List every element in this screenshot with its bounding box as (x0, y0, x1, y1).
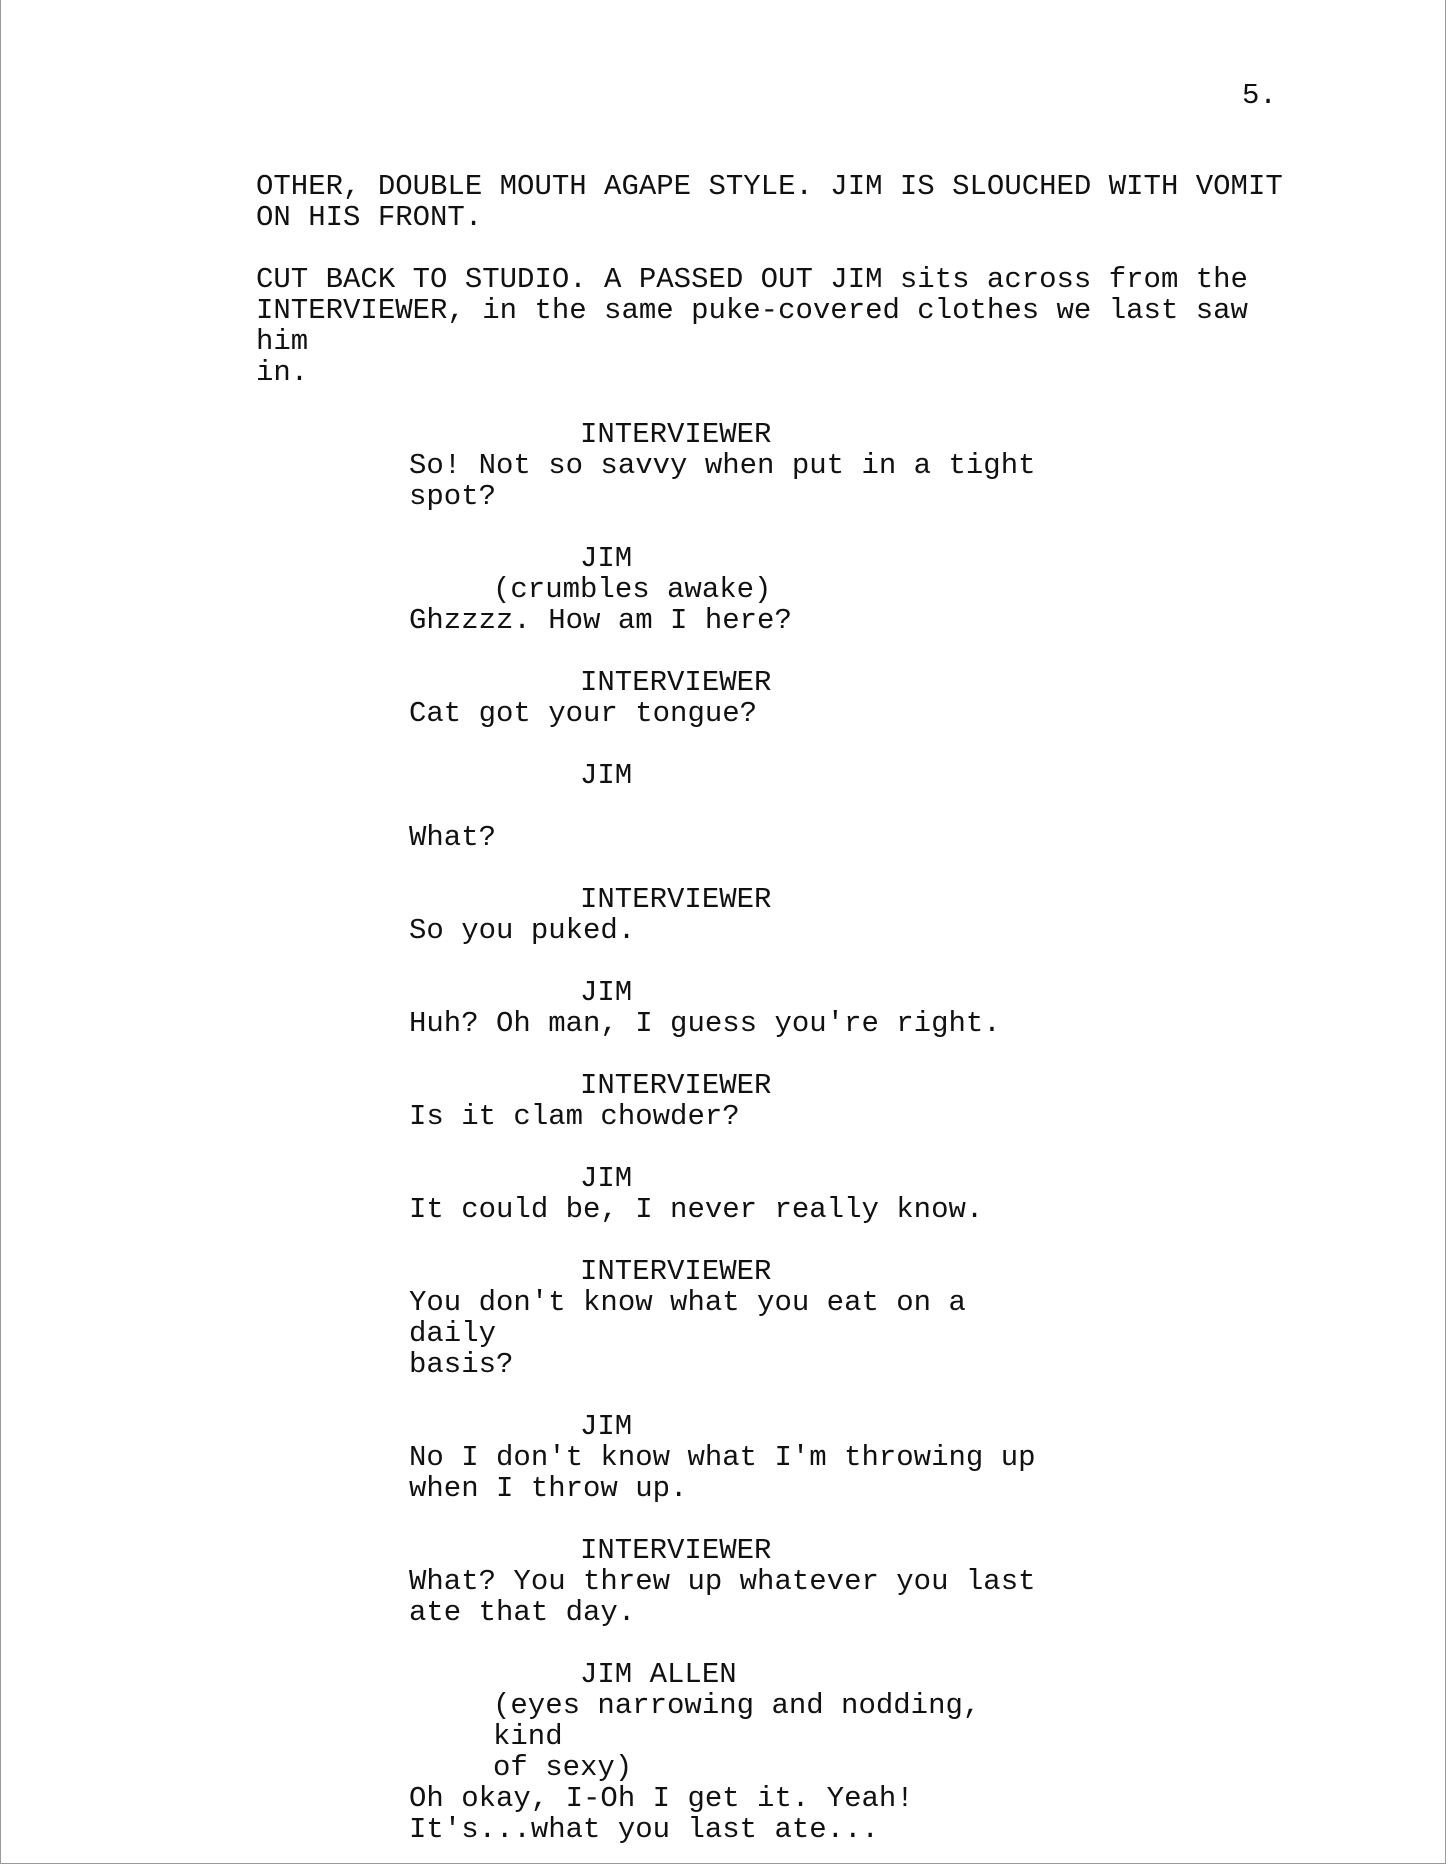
dialogue-block (256, 1070, 1316, 1132)
parenthetical: (crumbles awake) (493, 573, 772, 606)
dialogue-text: Oh okay, I-Oh I get it. Yeah! It's...what you last ate... (409, 1782, 914, 1846)
dialogue-block (256, 543, 1316, 636)
character-name: INTERVIEWER (580, 666, 772, 699)
page-number: 5. (1242, 79, 1277, 112)
dialogue-block (256, 1535, 1316, 1628)
action-line: CUT BACK TO STUDIO. A PASSED OUT JIM sits across from the INTERVIEWER, in the same puke-covered clothes we last saw him in. (256, 263, 1248, 389)
dialogue-text: You don't know what you eat on a daily basis? (409, 1286, 966, 1381)
dialogue-block (256, 977, 1316, 1039)
character-name: JIM (580, 1410, 633, 1443)
dialogue-block (256, 667, 1316, 729)
dialogue-text: Huh? Oh man, I guess you're right. (409, 1007, 1001, 1040)
character-name: JIM (580, 1162, 633, 1195)
dialogue-text: Ghzzzz. How am I here? (409, 604, 792, 637)
dialogue-block (256, 1163, 1316, 1225)
dialogue-text: So you puked. (409, 914, 636, 947)
character-name: INTERVIEWER (580, 1069, 772, 1102)
dialogue-text: What? (409, 821, 497, 854)
dialogue-block (256, 1256, 1316, 1380)
dialogue-block (256, 1659, 1316, 1845)
character-name: JIM (580, 976, 633, 1009)
dialogue-block (256, 760, 1316, 853)
character-name: INTERVIEWER (580, 418, 772, 451)
dialogue-block (256, 419, 1316, 512)
character-name: JIM ALLEN (580, 1658, 737, 1691)
dialogue-text: What? You threw up whatever you last ate that day. (409, 1565, 1036, 1629)
dialogue-text: It could be, I never really know. (409, 1193, 984, 1226)
script-page (256, 171, 1316, 1876)
character-name: INTERVIEWER (580, 1255, 772, 1288)
dialogue-block (256, 1411, 1316, 1504)
character-name: JIM (580, 542, 633, 575)
character-name: INTERVIEWER (580, 883, 772, 916)
dialogue-text: No I don't know what I'm throwing up when I throw up. (409, 1441, 1036, 1505)
dialogue-block (256, 884, 1316, 946)
dialogue-text: Is it clam chowder? (409, 1100, 740, 1133)
character-name: INTERVIEWER (580, 1534, 772, 1567)
character-name: JIM (580, 759, 633, 792)
dialogue-text: So! Not so savvy when put in a tight spot? (409, 449, 1036, 513)
action-line: OTHER, DOUBLE MOUTH AGAPE STYLE. JIM IS SLOUCHED WITH VOMIT ON HIS FRONT. (256, 170, 1283, 234)
dialogue-text: Cat got your tongue? (409, 697, 758, 730)
parenthetical: (eyes narrowing and nodding, kind of sexy) (493, 1689, 981, 1784)
